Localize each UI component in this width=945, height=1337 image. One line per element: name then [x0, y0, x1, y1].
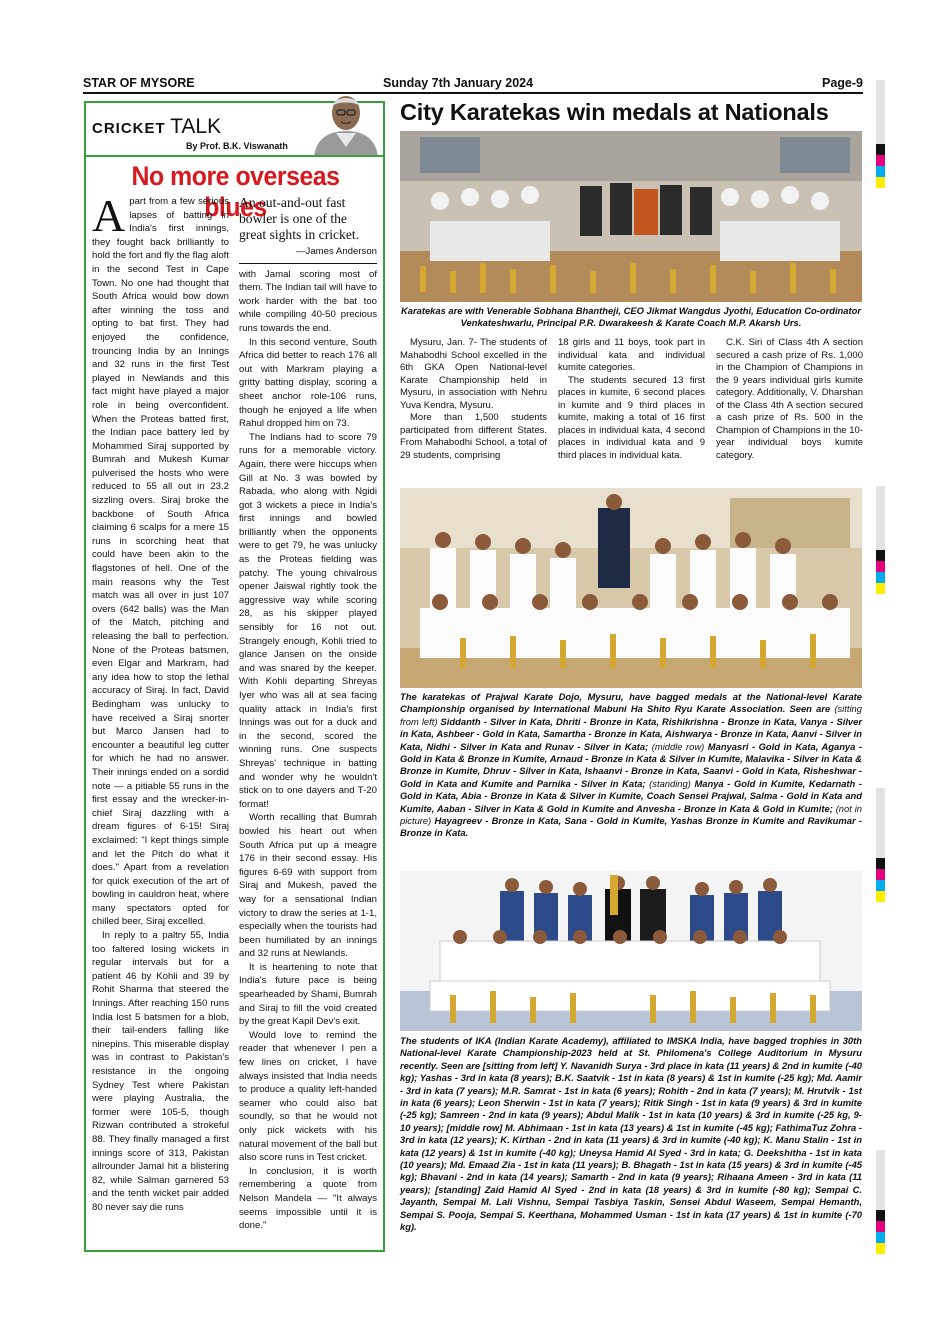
- caption-text: (standing): [649, 777, 691, 789]
- story-column-1: [400, 337, 547, 462]
- news-headline: City Karatekas win medals at Nationals: [400, 99, 829, 125]
- registration-bar-middle: [876, 486, 885, 550]
- pull-quote-rule: [239, 263, 377, 264]
- column-text-right: [239, 195, 377, 1233]
- registration-swatch-top: [876, 144, 885, 188]
- registration-swatch-lower: [876, 858, 885, 902]
- cricket-talk-column: [84, 101, 385, 1252]
- column-paragraph: In this second venture, South Africa did better to reach 176 all out with Markram playing a gritty batting display, scoring a sheet anchor role-106 runs, though he enjoyed a life when Rahul dropped him on 73.: [239, 336, 377, 430]
- photo-caption-mahabodhi: Karatekas are with Venerable Sobhana Bhantheji, CEO Jikmat Wangdus Jyothi, Education Co-ordinator Venkateshwarlu, Principal P.R. Dwarakeesh & Karate Coach M.P. Akarsh Urs.: [401, 305, 861, 329]
- page-number: Page-9: [822, 76, 863, 90]
- column-headline: No more overseas blues: [131, 161, 340, 222]
- caption-text: Manya - Gold in Kumite, Kedarnath - Gold in Kata, Abia - Bronze in Kata & Silver in Kumite, Coach Sensei Prajwal, Salma - Gold in Kata and Kumite, Aaban - Silver in Kata & Gold in Kumite and Anvesha - Bronze in Kata & Gold in Kumite;: [400, 777, 862, 814]
- story-paragraph: Mysuru, Jan. 7- The students of Mahabodhi School excelled in the 6th GKA Open National-level Karate Championship held in Mysuru, in association with Nehru Yuva Kendra, Mysuru.: [400, 337, 547, 411]
- story-column-3: [716, 337, 863, 462]
- column-paragraph: The Indians had to score 79 runs for a memorable victory. Again, there were hiccups when Gill at No. 3 was bowled by Rabada, who along with Ngidi got 3 wickets a piece in India's first innings and bowled brilliantly when the opponents were to get 79, he was unlucky as the Proteas fielding was patchy. The young chivalrous opener Jaiswal rightly took the aggressive way while scoring 28, as his skipper played sensibly for 16 not out. Strangely enough, Kohli tried to glance Jansen on the onside and was snared by the keeper. With Kohli departing Shreyas Iyer who was all at sea facing quality attack in India's first Innings was out for a duck and in the second, scored the winning runs. One suspects Shreyas' technique in batting and wonder why he wouldn't stick on to one dayers and T-20 format!: [239, 431, 377, 810]
- caption-text: (middle row): [651, 740, 705, 752]
- caption-text: Hayagreev - Bronze in Kata, Sana - Gold in Kumite, Yashas Bronze in Kumite and Ravikumar - Bronze in Kata.: [400, 815, 862, 839]
- column-paragraph: In reply to a paltry 55, India too faltered losing wickets in regular intervals but for a patient 46 by Kohli and 39 by Rohit Sharma that steered the Innings. After reaching 150 runs India lost 5 batsmen for a blob, their tail-enders falling like ninepins. This miserable display was in contrast to Pakistan's resistance in the ongoing Sydney Test where Pakistan were playing Australia, the former were 105-5, though Rizwan contributed a strokeful 88. They finally managed a first innings score of 313, Pakistan allrounder Jamal hit a blistering 82, while Salman garnered 53 and the tenth wicket pair added 80 never say die runs: [92, 930, 229, 1213]
- registration-bar-lower: [876, 788, 885, 858]
- caption-text: Siddanth - Silver in Kata, Dhriti - Bronze in Kata, Rishikrishna - Bronze in Kata, Vanya - Silver in Kata, Ashbeer - Gold in Kata, Samartha - Bronze in Kata, Aishwarya - Bronze in Kata, Aanvi - Silver in Kata, Nidhi - Silver in Kata and Runav - Silver in Kata;: [400, 715, 862, 752]
- caption-text: The karatekas of Prajwal Karate Dojo, Mysuru, have bagged medals at the National-level Karate Championship organised by International Mabuni Ha Shito Ryu Karate Association. Seen are: [400, 691, 862, 715]
- group-photo-prajwal-dojo: [400, 488, 862, 688]
- story-paragraph: C.K. Siri of Class 4th A section secured a cash prize of Rs. 1,000 in the Champion of Champions in the 9 years individual girls kumite category. Additionally, V. Dharshan of the Class 4th A section secured a cash prize of Rs. 500 in the Champion of Champions in the 10-year individual boys kumite category.: [716, 337, 863, 461]
- group-photo-ika: [400, 871, 862, 1031]
- story-paragraph: The students secured 13 first places in kumite, 6 second places in kumite and 9 third places in kumite, making a total of 16 first places in individual kata, 4 second places in individual kata and 9 third places in individual kata.: [558, 374, 705, 461]
- masthead-rule: [83, 92, 863, 94]
- paper-name: STAR OF MYSORE: [83, 76, 195, 90]
- column-label: [92, 115, 221, 139]
- byline: By Prof. B.K. Viswanath: [186, 141, 288, 151]
- pull-quote-author: —James Anderson: [295, 246, 377, 257]
- registration-swatch-middle: [876, 550, 885, 594]
- column-text-left: [92, 190, 229, 1215]
- registration-bar-top: [876, 80, 885, 144]
- pull-quote: An out-and-out fast bowler is one of the great sights in cricket.: [239, 195, 360, 242]
- caption-text: Manyasri - Gold in Kata, Aganya - Gold in Kata & Bronze in Kumite, Arnaud - Bronze in Kata & Silver in Kumite, Malavika - Silver in Kata & Bronze in Kumite, Dhruv - Silver in Kata, Ishaanvi - Bronze in Kata, Saanvi - Gold in Kata, Risheshwar - Gold in Kata and Kumite and Parnika - Silver in Kata;: [400, 740, 862, 789]
- column-paragraph: In conclusion, it is worth remembering a quote from Nelson Mandela — "It always seems impossible until it is done.": [239, 1165, 377, 1232]
- column-paragraph: part from a few serious lapses of batting in India's first innings, they fought back brilliantly to hold the fort and fly the flag aloft in the second Test in Cape Town. No one had thought that South Africa would bow down after winning the toss and opting to bat first. They had enjoyed the confidence, trouncing India by an Innings and 32 runs in the first Test played in Newlands and this fact might have played a major role in being overconfident. When the Proteas batted first, the Indian pace battery led by Mohammed Siraj supported by Bumrah and Mukesh Kumar pulverised the hosts who were reduced to 55 all out in 23.2 sizzling overs. Siraj broke the backbone of South Africa claiming 6 scalps for a mere 15 runs in scorching heat that could have been akin to the flagstones of hell. One of the main reasons why the Test match was all over in just 107 overs (642 balls) was the Man of the Match, pitching and releasing the ball to perfection. None of the Proteas batsmen, even Elgar and Markram, had any idea how to stop the lethal accuracy of Siraj. In fact, David Bedingham was unlucky to have received a Siraj snorter but Marco Jansen had to encounter a beautiful leg cutter for which he had no answer. Their innings ended on a sordid note — a pitiable 55 runs in the first essay and the wrecker-in-chief Siraj dazzling with a dream figures of 6-15! Siraj exclaimed: "I kept things simple and let the Pitch do what it does." Apart from a revelation for quick execution of the art of bowling in cauldron heat, where many spectators opted for chilled beer, Siraj excelled.: [92, 196, 229, 928]
- registration-swatch-bottom: [876, 1210, 885, 1254]
- caption-text: (not in picture): [400, 802, 862, 827]
- column-paragraph: Would love to remind the reader that whenever I pen a few lines on cricket, I have always insisted that India needs to produce a quality left-handed seamer who could also bat soundly, so that he would not only pick wickets with his natural movement of the ball but also score runs in Test cricket.: [239, 1029, 377, 1164]
- caption-text: (sitting from left): [400, 703, 862, 727]
- column-label-bold: CRICKET: [92, 120, 166, 137]
- story-paragraph: More than 1,500 students participated from different States. From Mahabodhi School, a total of 29 students, comprising: [400, 412, 547, 461]
- issue-date: Sunday 7th January 2024: [383, 76, 534, 90]
- photo-caption-prajwal-dojo: [400, 691, 862, 840]
- story-column-2: [558, 337, 705, 462]
- columnist-portrait: [310, 85, 382, 157]
- column-paragraph: It is heartening to note that India's future pace is being spearheaded by Shami, Bumrah and Siraj to fill the void created by the great Kapil Dev's exit.: [239, 961, 377, 1028]
- group-photo-mahabodhi: [400, 131, 862, 302]
- story-paragraph: 18 girls and 11 boys, took part in individual kata and individual kumite categories.: [558, 337, 705, 373]
- photo-caption-ika: The students of IKA (Indian Karate Academy), affiliated to IMSKA India, have bagged trophies in 30th National-level Karate Championship-2023 held at St. Philomena's College Auditorium in Mysuru recently. Seen are [sitting from left] Y. Navanidh Surya - 3rd place in kata (11 years) & 2nd in kumite (-40 kg); Yashas - 3rd in kata (8 years); B.K. Saatvik - 1st in kata (8 years) & 1st in kumite (-25 kg); Md. Aamir - 3rd in kata (7 years); M.R. Samrat - 1st in kata (6 years); Rohith - 2nd in kata (7 years); M. Hrutvik - 1st in kata (6 years); Leon Sherwin - 1st in kata (7 years); Ritik Singh - 1st in kata (9 years) & 3rd in kumite (-25 kg); Samreen - 2nd in kata (9 years); Abdul Malik - 1st in kata (10 years) & 3rd in kumite (-25 kg, 9-10 years); [middle row] M. Abhimaan - 1st in kata (13 years) & 1st in kumite (-45 kg); FathimaTuz Zohra - 3rd in kata (12 years); K. Kirthan - 2nd in kata (11 years) & 3rd in kumite (-40 kg); K. Manu Stalin - 1st in kata (12 years) & 1st in kumite (-40 kg); Uneysa Hamid Al Syed - 3rd in kata; G. Deekshitha - 1st in kata (10 years); Md. Emaad Zia - 1st in kata (11 years); B. Bhagath - 1st in kata (15 years) & 3rd in kumite (-45 kg); Bhavani - 2nd in kata (14 years); Samarth - 2nd in kata (9 years); Rihaana Ameen - 3rd in kata (11 years); [standing] Zaid Hamid Al Syed - 2nd in kata (18 years) & 3rd in kumite (-80 kg); Sempai C. Jayanth, Sempai M. Lali Vishnu, Sempai Tasbiya Taskin, Sensei Abdul Waseem, Sempai Hemanth, Sempai S. Pooja, Sempai S. Keerthana, Mohammed Usman - 1st in kata (17 years) & 1st in kumite (-70 kg).: [400, 1035, 862, 1233]
- column-label-light: TALK: [170, 115, 222, 138]
- registration-bar-bottom: [876, 1150, 885, 1210]
- column-header-rule: [86, 155, 383, 157]
- column-paragraph: Worth recalling that Bumrah bowled his heart out when South Africa put up a meagre 176 in their second essay. His figures 6-69 with support from Siraj and Mukesh, paved the way for a sensational Indian victory to draw the series at 1-1, especially when the tourists had been humiliated by an innings and 32 runs at Newlands.: [239, 812, 377, 960]
- drop-cap: A: [92, 190, 126, 241]
- column-paragraph: with Jamal scoring most of them. The Indian tail will have to work harder with the bat too while compiling 40-50 precious runs towards the end.: [239, 268, 377, 334]
- masthead: [83, 76, 863, 92]
